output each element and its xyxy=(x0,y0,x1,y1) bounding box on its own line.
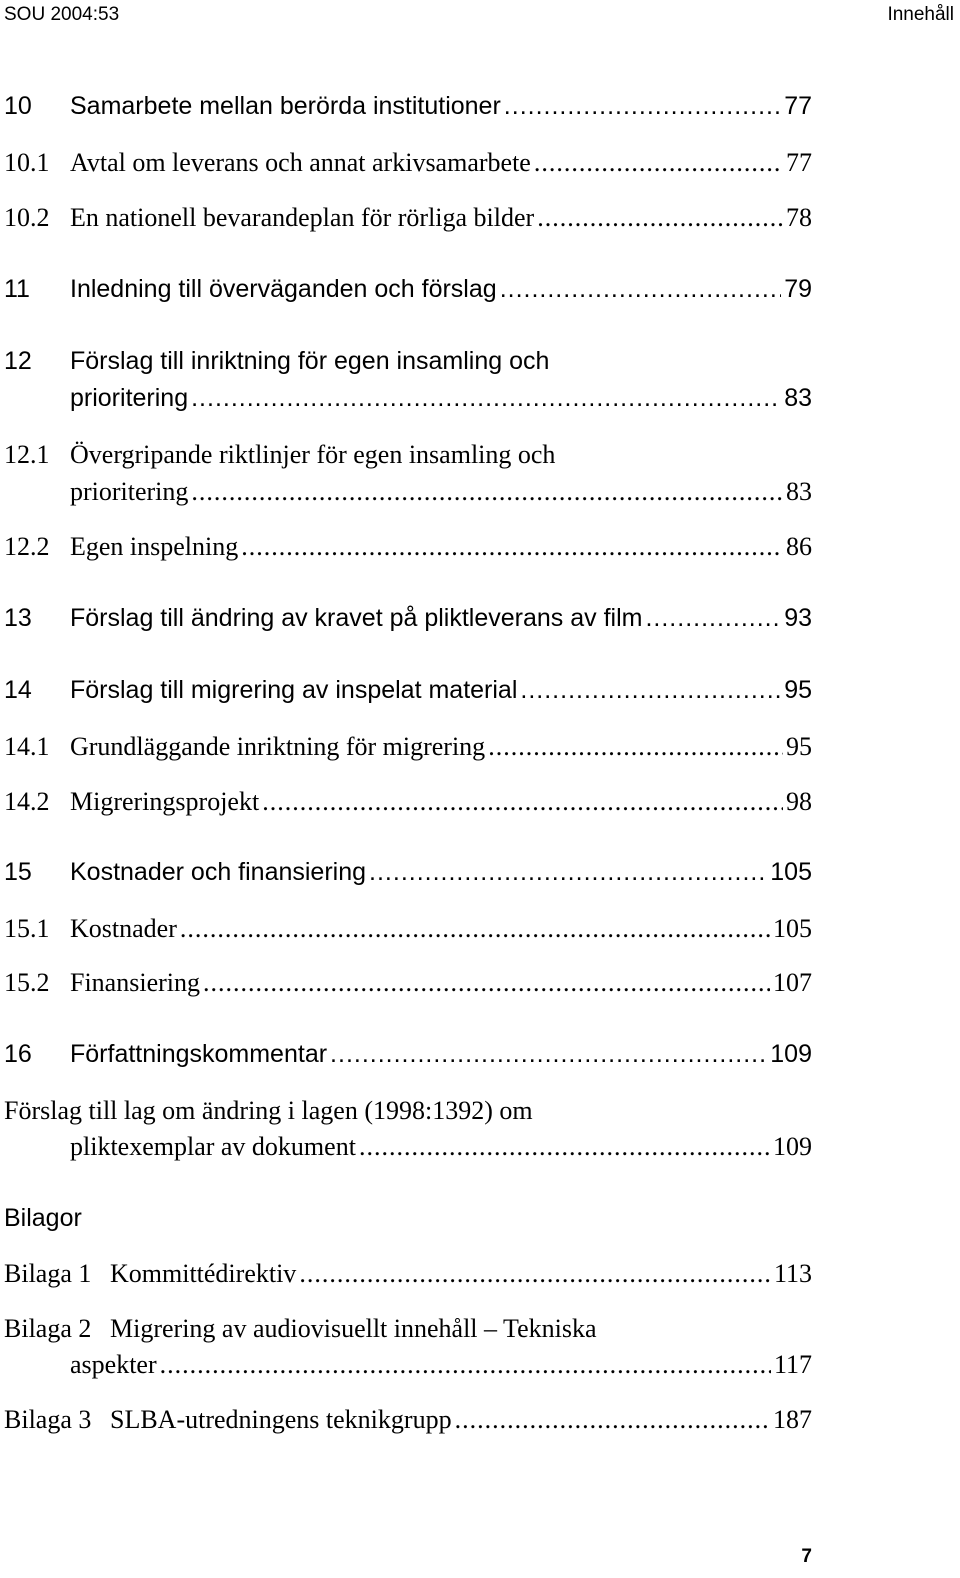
toc-entry-bilaga-2-first-line[interactable] xyxy=(4,1314,597,1344)
toc-number: 15.2 xyxy=(4,968,50,997)
toc-page: 95 xyxy=(784,676,812,704)
dot-leader xyxy=(191,384,781,413)
toc-title: Författningskommentar xyxy=(70,1040,328,1068)
header-report-id: SOU 2004:53 xyxy=(4,4,120,25)
toc-page: 107 xyxy=(773,968,812,997)
header-section-title: Innehåll xyxy=(887,4,954,25)
toc-number: 10.2 xyxy=(4,203,50,232)
toc-page: 105 xyxy=(770,858,812,886)
toc-number: 12.1 xyxy=(4,440,50,469)
toc-page: 105 xyxy=(773,914,812,943)
toc-title: Förslag till migrering av inspelat material xyxy=(70,676,518,704)
toc-entry-bilaga-2[interactable] xyxy=(4,1350,812,1380)
dot-leader xyxy=(537,203,783,233)
toc-title: pliktexemplar av dokument xyxy=(70,1132,356,1161)
toc-page: 187 xyxy=(773,1405,812,1434)
toc-title: En nationell bevarandeplan för rörliga bilder xyxy=(70,203,535,232)
toc-title-line1: Migrering av audiovisuellt innehåll – Tekniska xyxy=(110,1314,597,1343)
dot-leader xyxy=(455,1405,770,1435)
toc-page: 83 xyxy=(784,384,812,412)
toc-entry-14-2[interactable] xyxy=(4,787,812,817)
toc-title: Samarbete mellan berörda institutioner xyxy=(70,92,501,120)
toc-title-line1: Förslag till inriktning för egen insamling och xyxy=(70,347,550,375)
dot-leader xyxy=(534,148,783,178)
dot-leader xyxy=(160,1350,771,1380)
page-number: 7 xyxy=(801,1546,812,1567)
dot-leader xyxy=(191,477,783,507)
toc-page: 77 xyxy=(786,148,812,177)
toc-entry-14-1[interactable] xyxy=(4,732,812,762)
dot-leader xyxy=(504,92,781,121)
toc-number: 10.1 xyxy=(4,148,50,177)
toc-entry-10-2[interactable] xyxy=(4,203,812,233)
toc-number: Bilaga 3 xyxy=(4,1405,92,1434)
toc-number: Bilaga 2 xyxy=(4,1314,92,1343)
toc-entry-lagforslag[interactable] xyxy=(4,1132,812,1162)
toc-entry-16[interactable] xyxy=(4,1040,812,1069)
toc-title: aspekter xyxy=(70,1350,157,1379)
toc-entry-10[interactable] xyxy=(4,92,812,121)
toc-page: 95 xyxy=(786,732,812,761)
toc-number: 14.1 xyxy=(4,732,50,761)
toc-entry-13[interactable] xyxy=(4,604,812,633)
toc-number: Bilaga 1 xyxy=(4,1259,92,1288)
toc-number: 10 xyxy=(4,92,32,120)
toc-title: Kostnader xyxy=(70,914,177,943)
toc-entry-lagforslag-first-line[interactable] xyxy=(4,1096,533,1126)
dot-leader xyxy=(369,858,767,887)
dot-leader xyxy=(359,1132,770,1162)
toc-title: SLBA-utredningens teknikgrupp xyxy=(110,1405,452,1434)
toc-entry-10-1[interactable] xyxy=(4,148,812,178)
toc-title: Inledning till överväganden och förslag xyxy=(70,275,497,303)
toc-number: 11 xyxy=(4,275,30,303)
toc-number: 12.2 xyxy=(4,532,50,561)
toc-page: 77 xyxy=(784,92,812,120)
toc-title: Avtal om leverans och annat arkivsamarbete xyxy=(70,148,531,177)
toc-entry-11[interactable] xyxy=(4,275,812,304)
dot-leader xyxy=(203,968,770,998)
toc-entry-bilaga-3[interactable] xyxy=(4,1405,812,1435)
toc-page: 79 xyxy=(784,275,812,303)
toc-page: 78 xyxy=(786,203,812,232)
dot-leader xyxy=(262,787,783,817)
toc-number: 12 xyxy=(4,347,32,375)
dot-leader xyxy=(520,676,781,705)
toc-entry-bilaga-1[interactable] xyxy=(4,1259,812,1289)
running-header xyxy=(4,2,954,30)
toc-title-line1: Övergripande riktlinjer för egen insamling och xyxy=(70,440,556,469)
toc-page: 93 xyxy=(784,604,812,632)
toc-number: 15 xyxy=(4,858,32,886)
dot-leader xyxy=(180,914,770,944)
toc-title-line1: Förslag till lag om ändring i lagen (1998:1392) om xyxy=(4,1096,533,1125)
dot-leader xyxy=(488,732,783,762)
toc-page: 83 xyxy=(786,477,812,506)
toc-title: prioritering xyxy=(70,477,189,506)
toc-entry-12-1[interactable] xyxy=(4,477,812,507)
toc-entry-15-2[interactable] xyxy=(4,968,812,998)
toc-page: 86 xyxy=(786,532,812,561)
dot-leader xyxy=(500,275,782,304)
toc-number: 16 xyxy=(4,1040,32,1068)
toc-entry-12-1-first-line[interactable] xyxy=(4,440,555,470)
toc-entry-15-1[interactable] xyxy=(4,914,812,944)
toc-number: 13 xyxy=(4,604,32,632)
toc-title: Kommittédirektiv xyxy=(110,1259,297,1288)
toc-entry-12[interactable] xyxy=(4,384,812,413)
toc-title: Förslag till ändring av kravet på pliktleverans av film xyxy=(70,604,643,632)
toc-entry-15[interactable] xyxy=(4,858,812,887)
toc-entry-12-first-line[interactable] xyxy=(4,347,549,376)
toc-page: 113 xyxy=(773,1259,812,1288)
toc-title: prioritering xyxy=(70,384,189,412)
toc-page: 109 xyxy=(770,1040,812,1068)
toc-title: Egen inspelning xyxy=(70,532,239,561)
toc-entry-14[interactable] xyxy=(4,676,812,705)
toc-number: 15.1 xyxy=(4,914,50,943)
dot-leader xyxy=(299,1259,771,1289)
toc-page: 98 xyxy=(786,787,812,816)
toc-page: 117 xyxy=(773,1350,812,1379)
bilagor-heading: Bilagor xyxy=(4,1204,82,1232)
toc-number: 14 xyxy=(4,676,32,704)
toc-page: 109 xyxy=(773,1132,812,1161)
toc-title: Migreringsprojekt xyxy=(70,787,260,816)
dot-leader xyxy=(241,532,783,562)
toc-title: Grundläggande inriktning för migrering xyxy=(70,732,486,761)
toc-number: 14.2 xyxy=(4,787,50,816)
toc-title: Finansiering xyxy=(70,968,200,997)
dot-leader xyxy=(330,1040,767,1069)
dot-leader xyxy=(645,604,781,633)
toc-title: Kostnader och finansiering xyxy=(70,858,367,886)
toc-entry-12-2[interactable] xyxy=(4,532,812,562)
